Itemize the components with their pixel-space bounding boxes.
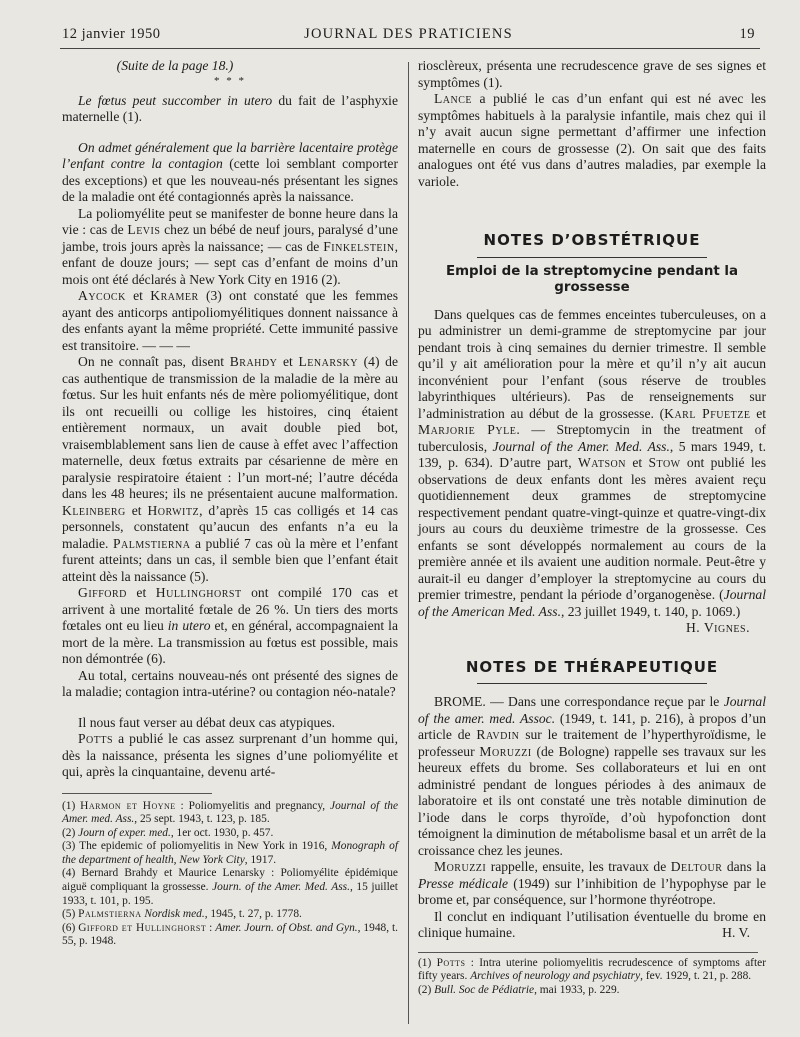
footnote: (1) Harmon et Hoyne : Poliomyelitis and pregnancy, Journal of the Amer. med. Ass., 25 sept. 1943, t. 123, p. 185. [62, 799, 398, 826]
footnote: (1) Potts : Intra uterine poliomyelitis recrudescence of symptoms after fifty years. Archives of neurology and psychiatry, fev. 1929, t. 21, p. 288. [418, 956, 766, 983]
page-header [62, 26, 755, 46]
article-heading: Emploi de la streptomycine pendant la grossesse [445, 263, 739, 295]
journal-title: JOURNAL DES PRATICIENS [304, 26, 513, 42]
footnote-rule [418, 952, 758, 953]
paragraph: Lance a publié le cas d’un enfant qui est né avec les symptômes habituels à la paralysie infantile, mais chez qui il n’y avait aucun signe permettant d’affirmer une infection maternelle en cours de grossesse (2). On sait que des faits analogues ont été vus dans d’autres maladies, par exemple la variole. [418, 91, 766, 189]
section-heading-obstetrique: NOTES D’OBSTÉTRIQUE [483, 231, 701, 249]
right-column [418, 58, 766, 997]
continuation-note: (Suite de la page 18.) [116, 58, 234, 73]
footnote: (6) Gifford et Hullinghorst : Amer. Journ. of Obst. and Gyn., 1948, t. 55, p. 1948. [62, 921, 398, 948]
footnote-rule [62, 793, 212, 794]
issue-date: 12 janvier 1950 [62, 26, 161, 42]
author-signature: H. V. [722, 925, 750, 940]
paragraph: La poliomyélite peut se manifester de bonne heure dans la vie : cas de Levis chez un bébé de neuf jours, paralysé d’une jambe, trois jours après la naissance; — cas de Finkelstein, enfant de douze jours; — sept cas d’enfant de moins d’un mois ont été déclarés à New York City en 1916 (2). [62, 205, 398, 287]
paragraph: Il nous faut verser au débat deux cas atypiques. [78, 714, 336, 730]
footnote: (4) Bernard Brahdy et Maurice Lenarsky : Poliomyélite épidémique aiguë compliquant la grossesse. Journ. of the Amer. Med. Ass., 15 juillet 1933, t. 101, p. 195. [62, 867, 398, 907]
paragraph: Moruzzi rappelle, ensuite, les travaux de Deltour dans la Presse médicale (1949) sur l’inhibition de l’hypophyse par le brome et, par conséquence, sur l’hormone thyréotrope. [418, 859, 766, 907]
header-rule [60, 48, 760, 49]
paragraph: On ne connaît pas, disent Brahdy et Lenarsky (4) de cas authentique de transmission de la maladie de la mère au fœtus. Sur les huit enfants nés de mère poliomyélitique, dont ils ont recueilli ou collige les histoires, cinq étaient entièrement normaux, un avait double pied bot, vraisemblablement sans lien de cause à effet avec l’affection maternelle, deux fœtus extraits par césarienne de mère en paralysie respiratoire étaient : l’un mort-né; l’autre décéda dans les 48 heures; ils ne présentaient aucune malformation. Kleinberg et Horwitz, d’après 15 cas colligés et 14 cas personnels, constatent qu’aucun des enfants n’a eu la maladie. Palmstierna a publié 7 cas où la mère et l’enfant furent atteints; dans un cas, il semble bien que l’enfant était atteint dès la naissance (5). [62, 354, 398, 584]
paragraph: On admet généralement que la barrière lacentaire protège l’enfant contre la contagion (cette loi semblant comporter des exceptions) et que les nouveau-nés présentant les signes de la maladie ont été contagionnés après la naissance. [62, 139, 398, 204]
paragraph: Au total, certains nouveau-nés ont présenté des signes de la maladie; contagion intra-utérine? ou contagion néo-natale? [62, 667, 398, 699]
footnote: (3) The epidemic of poliomyelitis in New York in 1916, Monograph of the department of health, New York City, 1917. [62, 840, 398, 866]
page-number: 19 [739, 26, 755, 42]
section-rule [477, 257, 707, 258]
left-column [62, 58, 398, 949]
footnotes-right [418, 957, 766, 998]
separator-stars: * * * [214, 74, 246, 87]
paragraph: Dans quelques cas de femmes enceintes tuberculeuses, on a pu administrer un demi-gramme de streptomycine par jour pendant trois à cinq semaines du dernier trimestre. Il semble qu’il y ait amélioration pour la mère et qu’il n’y ait aucun inconvénient pour l’enfant (sous réserve de troubles labyrinthiques ultérieurs). Pas de renseignements sur l’administration au début de la grossesse. (Karl Pfuetze et Marjorie Pyle. — Streptomycin in the treatment of tuberculosis, Journal of the Amer. Med. Ass., 5 mars 1949, t. 139, p. 634). D’autre part, Watson et Stow ont publié les observations de deux enfants dont les mères avaient reçu quotidiennement deux grammes de streptomycine respectivement pendant quatre-vingt-quinze et quatre-vingt-dix jours au cours du deuxième trimestre de la grossesse. Ces enfants se sont développés normalement au cours de la première année et ils avaient une audition normale. Peut-être y aurait-il eu danger d’employer la streptomycine au cours du premier trimestre, pendant la période d’organogenèse. (Journal of the American Med. Ass., 23 juillet 1949, t. 140, p. 1069.) [418, 306, 767, 619]
footnote: (2) Bull. Soc de Pédiatrie, mai 1933, p. 229. [418, 983, 620, 996]
footnotes-left [62, 800, 398, 950]
paragraph: Potts a publié le cas assez surprenant d’un homme qui, dès la naissance, présenta les signes d’une poliomyélite et qui, après la cinquantaine, devenu arté- [62, 731, 398, 779]
paragraph: Il conclut en indiquant l’utilisation éventuelle du brome en clinique humaine. H. V. [418, 908, 766, 940]
paragraph: Aycock et Kramer (3) ont constaté que les femmes ayant des anticorps antipoliomyélitiques donnent naissance à des enfants ayant la même propriété. Cette immunité passive est transitoire. — — — [62, 288, 398, 353]
section-heading-therapeutique: NOTES DE THÉRAPEUTIQUE [465, 657, 719, 676]
footnote: (2) Journ of exper. med., 1er oct. 1930, p. 457. [62, 826, 274, 839]
paragraph: BROME. — Dans une correspondance reçue par le Journal of the amer. med. Assoc. (1949, t. 141, p. 216), à propos d’un article de Ravdin sur le traitement de l’hyperthyroïdisme, le professeur Moruzzi (de Bologne) rappelle ses travaux sur les heureux effets du brome. Ses collaborateurs et lui en ont administré pendant de longues périodes à des animaux de laboratoire et ils ont constaté une très notable diminution de l’iode dans le corps thyroïde, d’où hypofonction dont témoignent la diminution de métabolisme basal et un arrêt de la croissance chez les jeunes. [418, 694, 766, 858]
paragraph: Le fœtus peut succomber in utero du fait de l’asphyxie maternelle (1). [62, 92, 398, 124]
footnote: (5) Palmstierna Nordisk med., 1945, t. 27, p. 1778. [62, 908, 302, 921]
author-signature: H. Vignes. [685, 620, 750, 635]
paragraph: Gifford et Hullinghorst ont compilé 170 cas et arrivent à une mortalité fœtale de 26 %. Un tiers des morts fœtales ont eu lieu in utero et, en général, accompagnaient la mort de la mère. La transmission au fœtus est possible, mais non démontrée (6). [62, 585, 398, 666]
column-divider [408, 62, 409, 1024]
paragraph: riosclèreux, présenta une recrudescence grave de ses signes et symptômes (1). [418, 58, 766, 90]
section-rule [477, 683, 707, 684]
